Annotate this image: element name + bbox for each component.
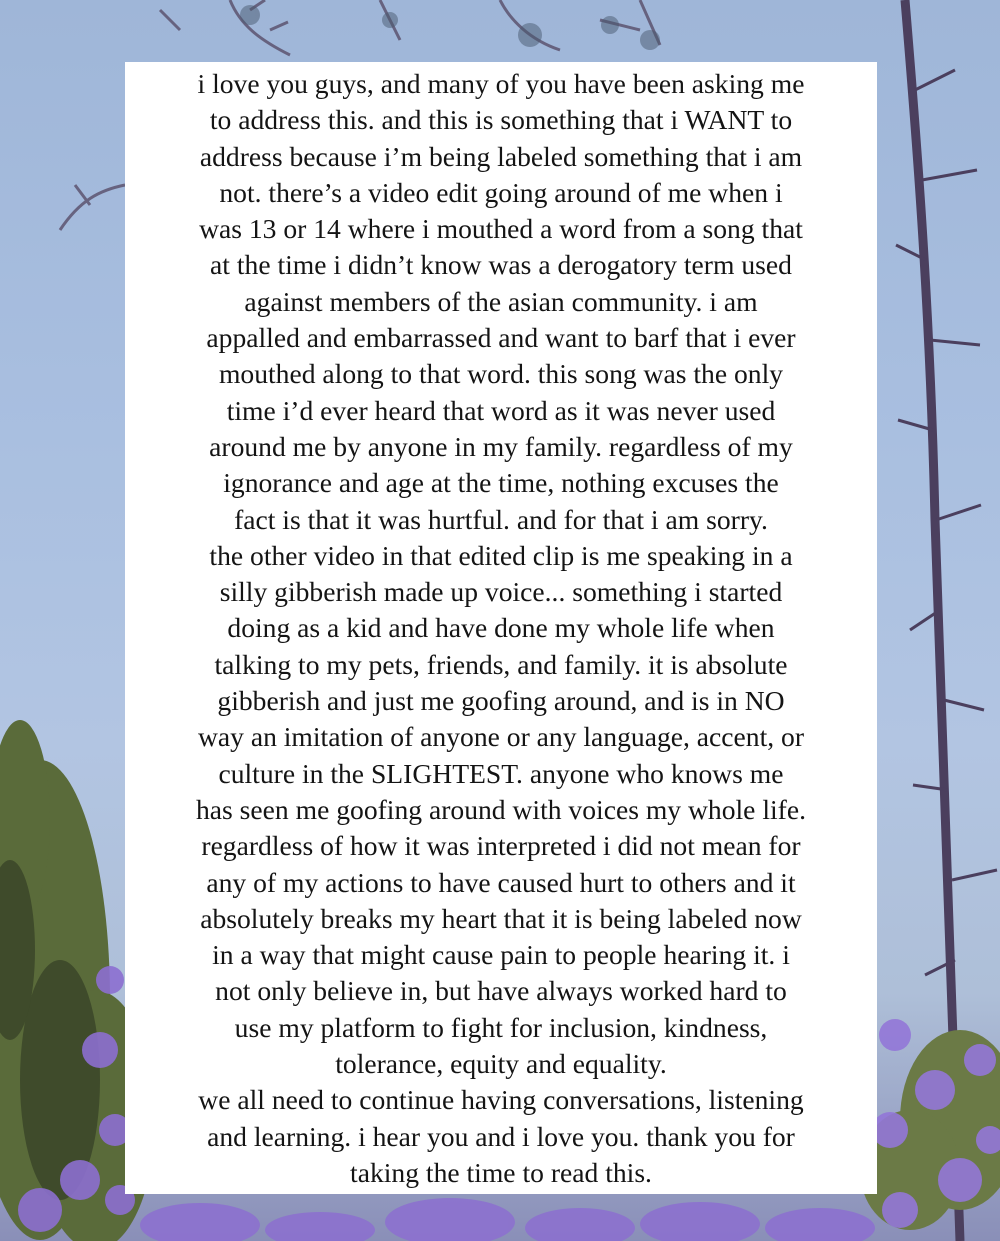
statement-line: ignorance and age at the time, nothing excuses the [223,467,779,499]
statement-line: any of my actions to have caused hurt to others and it [206,866,796,898]
statement-line: at the time i didn’t know was a derogatory term used [210,249,792,281]
statement-line: we all need to continue having conversations, listening [198,1084,804,1116]
statement-line: doing as a kid and have done my whole life when [227,612,775,644]
statement-line: not. there’s a video edit going around of me when i [219,176,783,208]
statement-line: against members of the asian community. i am [244,285,758,317]
statement-line: silly gibberish made up voice... something i started [219,576,783,608]
statement-line: culture in the SLIGHTEST. anyone who knows me [218,757,784,789]
statement-line: not only believe in, but have always worked hard to [215,975,787,1007]
statement-line: mouthed along to that word. this song was the only [218,358,784,390]
statement-line: absolutely breaks my heart that it is being labeled now [200,902,802,934]
statement-line: appalled and embarrassed and want to barf that i ever [206,322,796,354]
statement-line: gibberish and just me goofing around, and is in NO [217,685,785,717]
statement-line: i love you guys, and many of you have been asking me [197,68,805,99]
statement-line: use my platform to fight for inclusion, kindness, [234,1011,768,1043]
statement-line: was 13 or 14 where i mouthed a word from a song that [199,213,803,245]
statement-line: and learning. i hear you and i love you. thank you for [207,1120,795,1152]
statement-line: regardless of how it was interpreted i did not mean for [201,830,801,862]
statement-text [135,66,867,1191]
statement-line: the other video in that edited clip is me speaking in a [209,539,793,571]
statement-line: talking to my pets, friends, and family. it is absolute [214,648,788,680]
statement-line: tolerance, equity and equality. [335,1048,667,1080]
statement-line: around me by anyone in my family. regardless of my [209,430,793,462]
statement-line: in a way that might cause pain to people hearing it. i [212,939,790,971]
statement-line: to address this. and this is something that i WANT to [209,104,793,136]
statement-line: address because i’m being labeled something that i am [199,140,803,172]
story-text-card [125,62,877,1194]
statement-line: fact is that it was hurtful. and for that i am sorry. [234,503,768,535]
statement-line: way an imitation of anyone or any language, accent, or [197,721,805,753]
statement-line: time i’d ever heard that word as it was never used [226,394,776,426]
statement-line: has seen me goofing around with voices my whole life. [196,793,806,825]
statement-line: taking the time to read this. [350,1156,652,1188]
